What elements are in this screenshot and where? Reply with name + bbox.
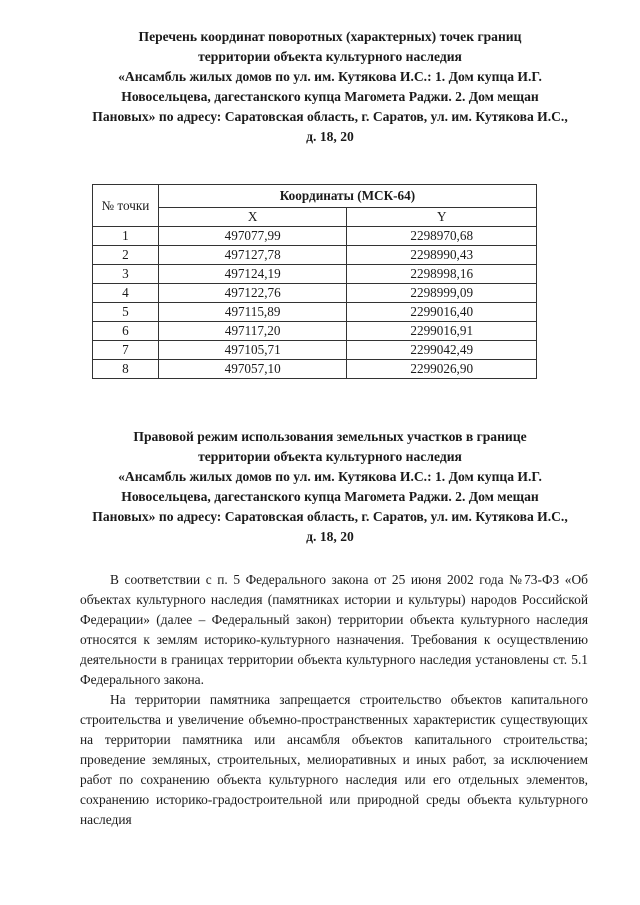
x-header: X xyxy=(158,208,347,227)
table-row xyxy=(93,341,537,360)
x-value: 497117,20 xyxy=(158,322,347,341)
title-line: «Ансамбль жилых домов по ул. им. Кутякова И.С.: 1. Дом купца И.Г. xyxy=(118,69,542,84)
title-line: территории объекта культурного наследия xyxy=(198,449,462,464)
y-value: 2298990,43 xyxy=(347,246,537,265)
coordinates-table xyxy=(92,184,537,379)
table-row xyxy=(93,265,537,284)
y-value: 2298999,09 xyxy=(347,284,537,303)
y-value: 2299016,40 xyxy=(347,303,537,322)
coordinates-title xyxy=(70,27,590,147)
title-line: Новосельцева, дагестанского купца Магомета Раджи. 2. Дом мещан xyxy=(121,89,539,104)
x-value: 497115,89 xyxy=(158,303,347,322)
point-number: 6 xyxy=(93,322,159,341)
paragraph: На территории памятника запрещается строительство объектов капитального строительства и увеличение объемно-пространственных характеристик существующих на территории памятника или ансамбля объектов капитального строительства; проведение земляных, строительных, мелиоративных и иных работ, за исключением работ по сохранению объекта культурного наследия или его отдельных элементов, сохранению историко-градостроительной или природной среды объекта культурного наследия xyxy=(80,692,588,827)
table-row xyxy=(93,246,537,265)
x-value: 497105,71 xyxy=(158,341,347,360)
title-line: Правовой режим использования земельных участков в границе xyxy=(133,429,527,444)
table-row xyxy=(93,322,537,341)
title-line: Пановых» по адресу: Саратовская область, г. Саратов, ул. им. Кутякова И.С., xyxy=(92,509,568,524)
y-value: 2299042,49 xyxy=(347,341,537,360)
x-value: 497124,19 xyxy=(158,265,347,284)
table-row xyxy=(93,360,537,379)
y-value: 2298998,16 xyxy=(347,265,537,284)
body-text xyxy=(80,570,588,830)
point-number: 8 xyxy=(93,360,159,379)
y-value: 2299016,91 xyxy=(347,322,537,341)
y-value: 2299026,90 xyxy=(347,360,537,379)
title-line: Перечень координат поворотных (характерных) точек границ xyxy=(138,29,522,44)
legal-regime-title xyxy=(70,427,590,547)
x-value: 497077,99 xyxy=(158,227,347,246)
coordinates-header: Координаты (МСК-64) xyxy=(158,185,536,208)
point-number: 3 xyxy=(93,265,159,284)
point-number: 1 xyxy=(93,227,159,246)
title-line: «Ансамбль жилых домов по ул. им. Кутякова И.С.: 1. Дом купца И.Г. xyxy=(118,469,542,484)
paragraph: В соответствии с п. 5 Федерального закона от 25 июня 2002 года №73-ФЗ «Об объектах культурного наследия (памятниках истории и культуры) народов Российской Федерации» (далее – Федеральный закон) территории объекта культурного наследия относятся к землям историко-культурного назначения. Требования к осуществлению деятельности в границах территории объекта культурного наследия установлены ст. 5.1 Федерального закона. xyxy=(80,572,588,687)
point-number: 5 xyxy=(93,303,159,322)
x-value: 497122,76 xyxy=(158,284,347,303)
point-number: 7 xyxy=(93,341,159,360)
y-header: Y xyxy=(347,208,537,227)
title-line: Новосельцева, дагестанского купца Магомета Раджи. 2. Дом мещан xyxy=(121,489,539,504)
title-line: д. 18, 20 xyxy=(306,129,354,144)
table-row xyxy=(93,227,537,246)
point-number: 4 xyxy=(93,284,159,303)
point-number-header: № точки xyxy=(93,185,159,227)
table-header-row xyxy=(93,185,537,208)
table-row xyxy=(93,284,537,303)
title-line: территории объекта культурного наследия xyxy=(198,49,462,64)
x-value: 497057,10 xyxy=(158,360,347,379)
table-subheader-row xyxy=(93,208,537,227)
y-value: 2298970,68 xyxy=(347,227,537,246)
x-value: 497127,78 xyxy=(158,246,347,265)
table-row xyxy=(93,303,537,322)
title-line: Пановых» по адресу: Саратовская область, г. Саратов, ул. им. Кутякова И.С., xyxy=(92,109,568,124)
point-number: 2 xyxy=(93,246,159,265)
title-line: д. 18, 20 xyxy=(306,529,354,544)
